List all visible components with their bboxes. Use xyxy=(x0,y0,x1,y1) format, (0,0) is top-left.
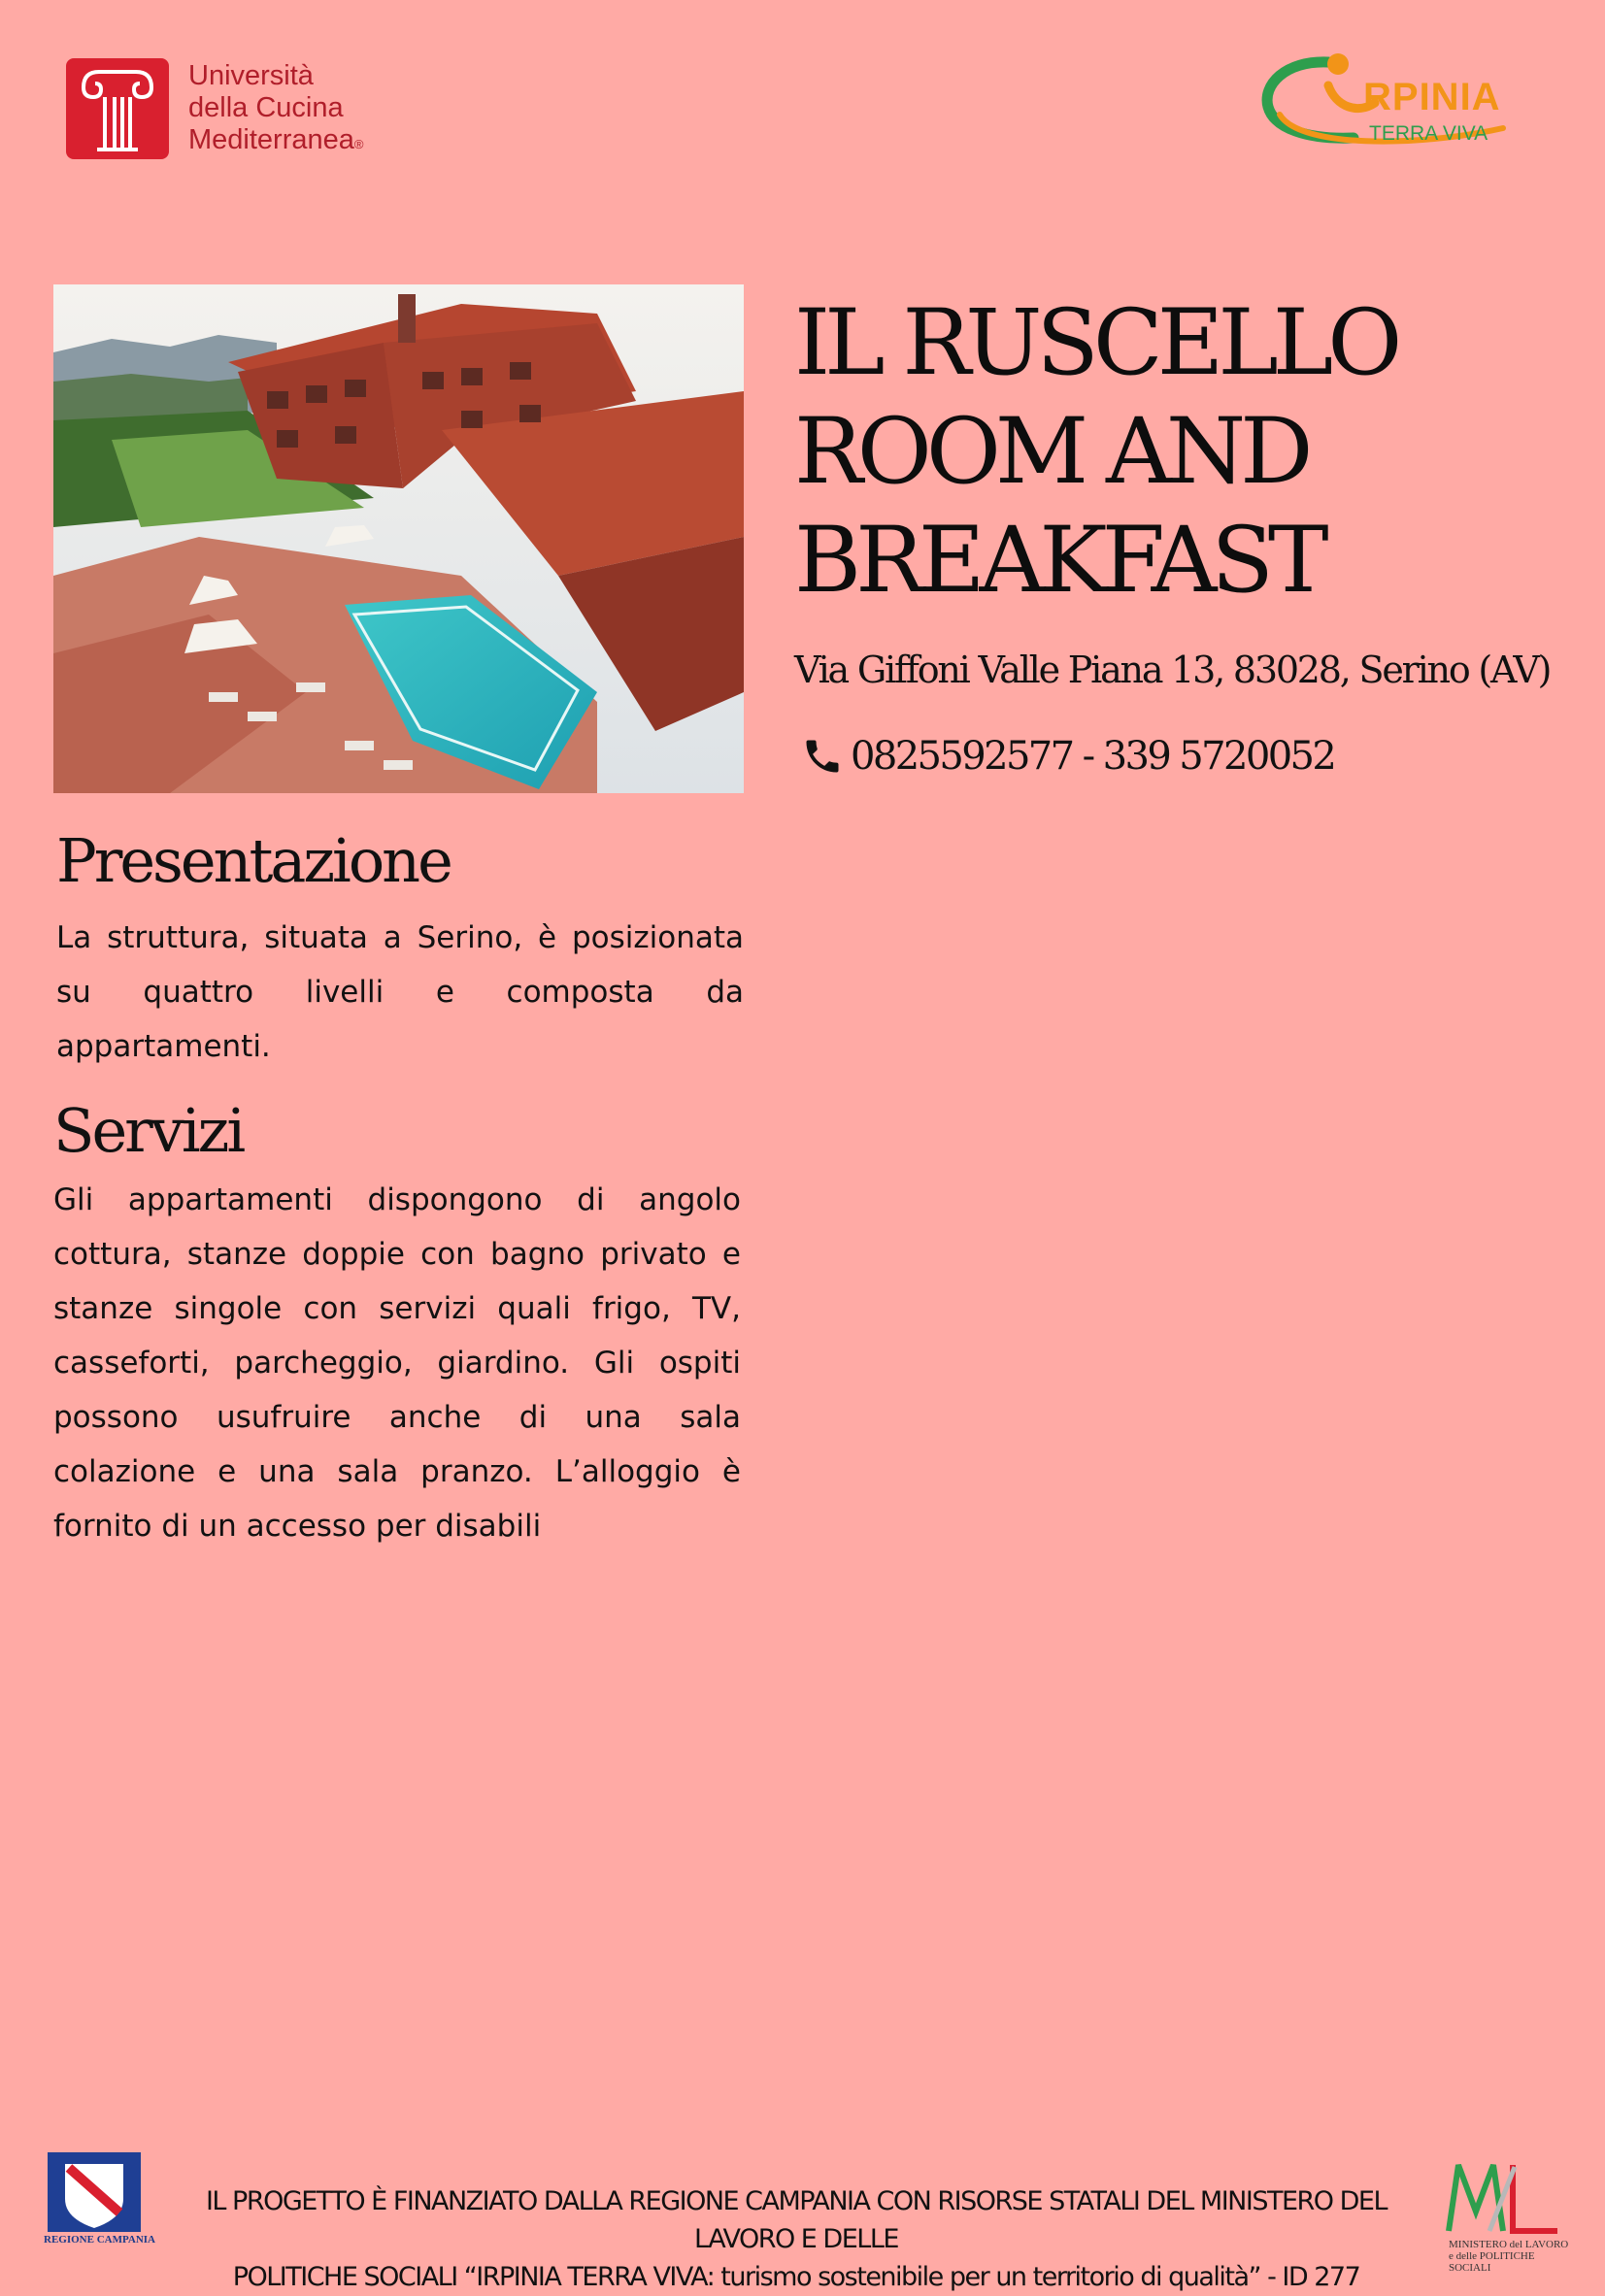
ministero-ml-monogram-icon xyxy=(1437,2157,1573,2239)
listing-phone: 0825592577 - 339 5720052 xyxy=(851,734,1335,779)
campania-shield-icon xyxy=(44,2148,145,2234)
ionic-column-icon xyxy=(66,58,169,159)
listing-phone-row xyxy=(800,734,1334,779)
irpinia-terra-viva-logo xyxy=(1260,47,1522,153)
presentation-heading: Presentazione xyxy=(56,825,451,896)
phone-icon xyxy=(800,735,845,778)
hotel-pool-photo xyxy=(53,284,744,793)
regione-campania-logo xyxy=(44,2148,155,2255)
services-text: Gli appartamenti dispongono di angolo cottura, stanze doppie con bagno privato e stanze singole con servizi quali frigo, TV, casseforti, parcheggio, giardino. Gli ospiti possono usufruire anche di una sala colazione e una sala pranzo. L’alloggio è fornito di un accesso per disabili xyxy=(53,1182,741,1544)
irpinia-logo-name: RPINIA xyxy=(1363,76,1501,118)
ucm-logo-line-3-text: Mediterranea xyxy=(188,124,354,155)
campania-logo-label: REGIONE CAMPANIA xyxy=(44,2234,155,2246)
ministero-logo-label: MINISTERO del LAVORO e delle POLITICHE SOCIALI xyxy=(1449,2239,1569,2274)
listing-title-line-2: ROOM AND xyxy=(794,399,1308,505)
services-heading: Servizi xyxy=(53,1095,244,1166)
funding-note-line-2: POLITICHE SOCIALI “IRPINIA TERRA VIVA: turismo sostenibile per un territorio di qualità” - ID 277 xyxy=(232,2262,1360,2292)
funding-note xyxy=(175,2182,1418,2296)
listing-title xyxy=(794,289,1552,616)
registered-mark: ® xyxy=(353,137,364,151)
irpinia-logo-tagline: TERRA VIVA xyxy=(1369,122,1488,145)
ucm-logo-wordmark xyxy=(188,60,363,160)
ucm-logo-line-2: della Cucina xyxy=(188,92,344,123)
ucm-logo-line-1: Università xyxy=(188,60,314,91)
presentation-text: La struttura, situata a Serino, è posizionata su quattro livelli e composta da appartamenti. xyxy=(56,920,744,1064)
listing-title-line-1: IL RUSCELLO xyxy=(794,290,1397,396)
funding-note-line-1: IL PROGETTO È FINANZIATO DALLA REGIONE CAMPANIA CON RISORSE STATALI DEL MINISTERO DEL LAVORO E DELLE xyxy=(205,2186,1388,2254)
universita-cucina-mediterranea-logo xyxy=(66,56,396,163)
ministero-lavoro-logo xyxy=(1437,2157,1573,2274)
ucm-logo-line-3 xyxy=(188,124,363,160)
listing-address: Via Giffoni Valle Piana 13, 83028, Serino (AV) xyxy=(794,649,1551,691)
listing-title-line-3: BREAKFAST xyxy=(794,508,1323,614)
